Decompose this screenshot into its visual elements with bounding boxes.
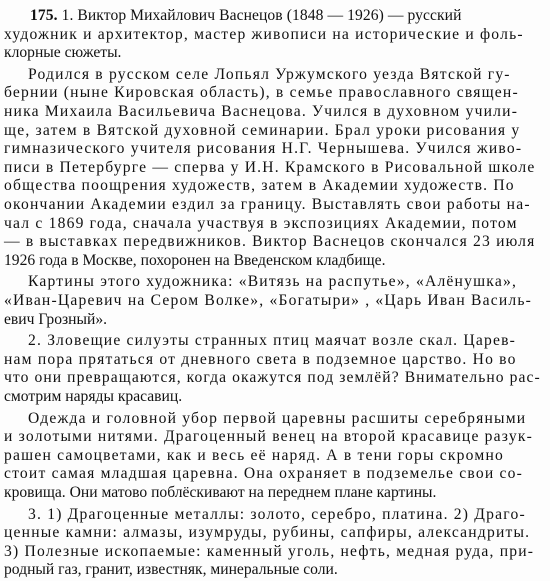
text-line: кровища. Они матово поблёскивают на переднем плане картины. xyxy=(4,484,437,501)
text-line-content: 1. Виктор Михайлович Васнецов (1848 — 1926) — русский xyxy=(57,7,462,24)
text-line: ще, затем в Вятской духовной семинарии. Брал уроки рисования у xyxy=(4,121,521,139)
text-line: ника Михаила Васильевича Васнецова. Учился в духовном учили- xyxy=(4,103,519,120)
text-line: ценные камни: алмазы, изумруды, рубины, сапфиры, александриты. xyxy=(4,524,531,542)
text-line xyxy=(30,7,535,26)
text-line: рашен самоцветами, как и весь её наряд. А в тени горы скромно xyxy=(4,446,504,464)
text-line: окончании Академии ездил за границу. Выставлять свои работы на- xyxy=(4,196,531,213)
text-line: чал с 1869 года, сначала участвуя в экспозициях Академии, потом xyxy=(4,214,518,232)
text-line: общества поощрения художеств, затем в Академии художеств. По xyxy=(4,177,515,195)
text-line: Родился в русском селе Лопьял Уржумского уезда Вятской гу- xyxy=(28,65,511,83)
text-line: бернии (ныне Кировская область), в семье православного священ- xyxy=(4,84,519,102)
text-line: смотрим наряды красавиц. xyxy=(4,388,183,405)
text-line: художник и архитектор, мастер живописи на исторические и фоль- xyxy=(4,25,524,43)
text-line: 1926 года в Москве, похоронен на Введенском кладбище. xyxy=(4,251,386,269)
text-line: 3) Полезные ископаемые: каменный уголь, нефть, медная руда, при- xyxy=(4,542,535,560)
text-line: евич Грозный». xyxy=(4,310,108,328)
exercise-number: 175. xyxy=(30,7,58,24)
text-line: нам пора прятаться от дневного света в подземное царство. Но во xyxy=(4,350,517,368)
text-line: и золотыми нитями. Драгоценный венец на второй красавице разук- xyxy=(4,428,533,446)
text-line: Картины этого художника: «Витязь на распутье», «Алёнушка», xyxy=(28,273,518,291)
text-line: родный газ, гранит, известняк, минеральные соли. xyxy=(4,561,338,579)
text-line: 2. Зловещие силуэты странных птиц маячат возле скал. Царев- xyxy=(28,332,517,350)
text-line: гимназического учителя рисования Н.Г. Чернышева. Учился живо- xyxy=(4,140,523,158)
text-line: что они превращаются, когда окажутся под землёй? Внимательно рас- xyxy=(4,369,541,387)
text-line: — в выставках передвижников. Виктор Васнецов скончался 23 июля xyxy=(4,233,536,251)
text-line: Одежда и головной убор первой царевны расшиты серебряными xyxy=(28,409,527,427)
text-line: 3. 1) Драгоценные металлы: золото, серебро, платина. 2) Драго- xyxy=(28,505,526,523)
text-line: стоит самая младшая царевна. Она охраняет в подземелье свои со- xyxy=(4,465,523,483)
text-line: писи в Петербурге — сперва у И.Н. Крамского в Рисовальной школе xyxy=(4,158,536,176)
text-line: клорные сюжеты. xyxy=(4,44,122,62)
text-line: «Иван-Царевич на Сером Волке», «Богатыри» , «Царь Иван Василь- xyxy=(4,292,533,309)
